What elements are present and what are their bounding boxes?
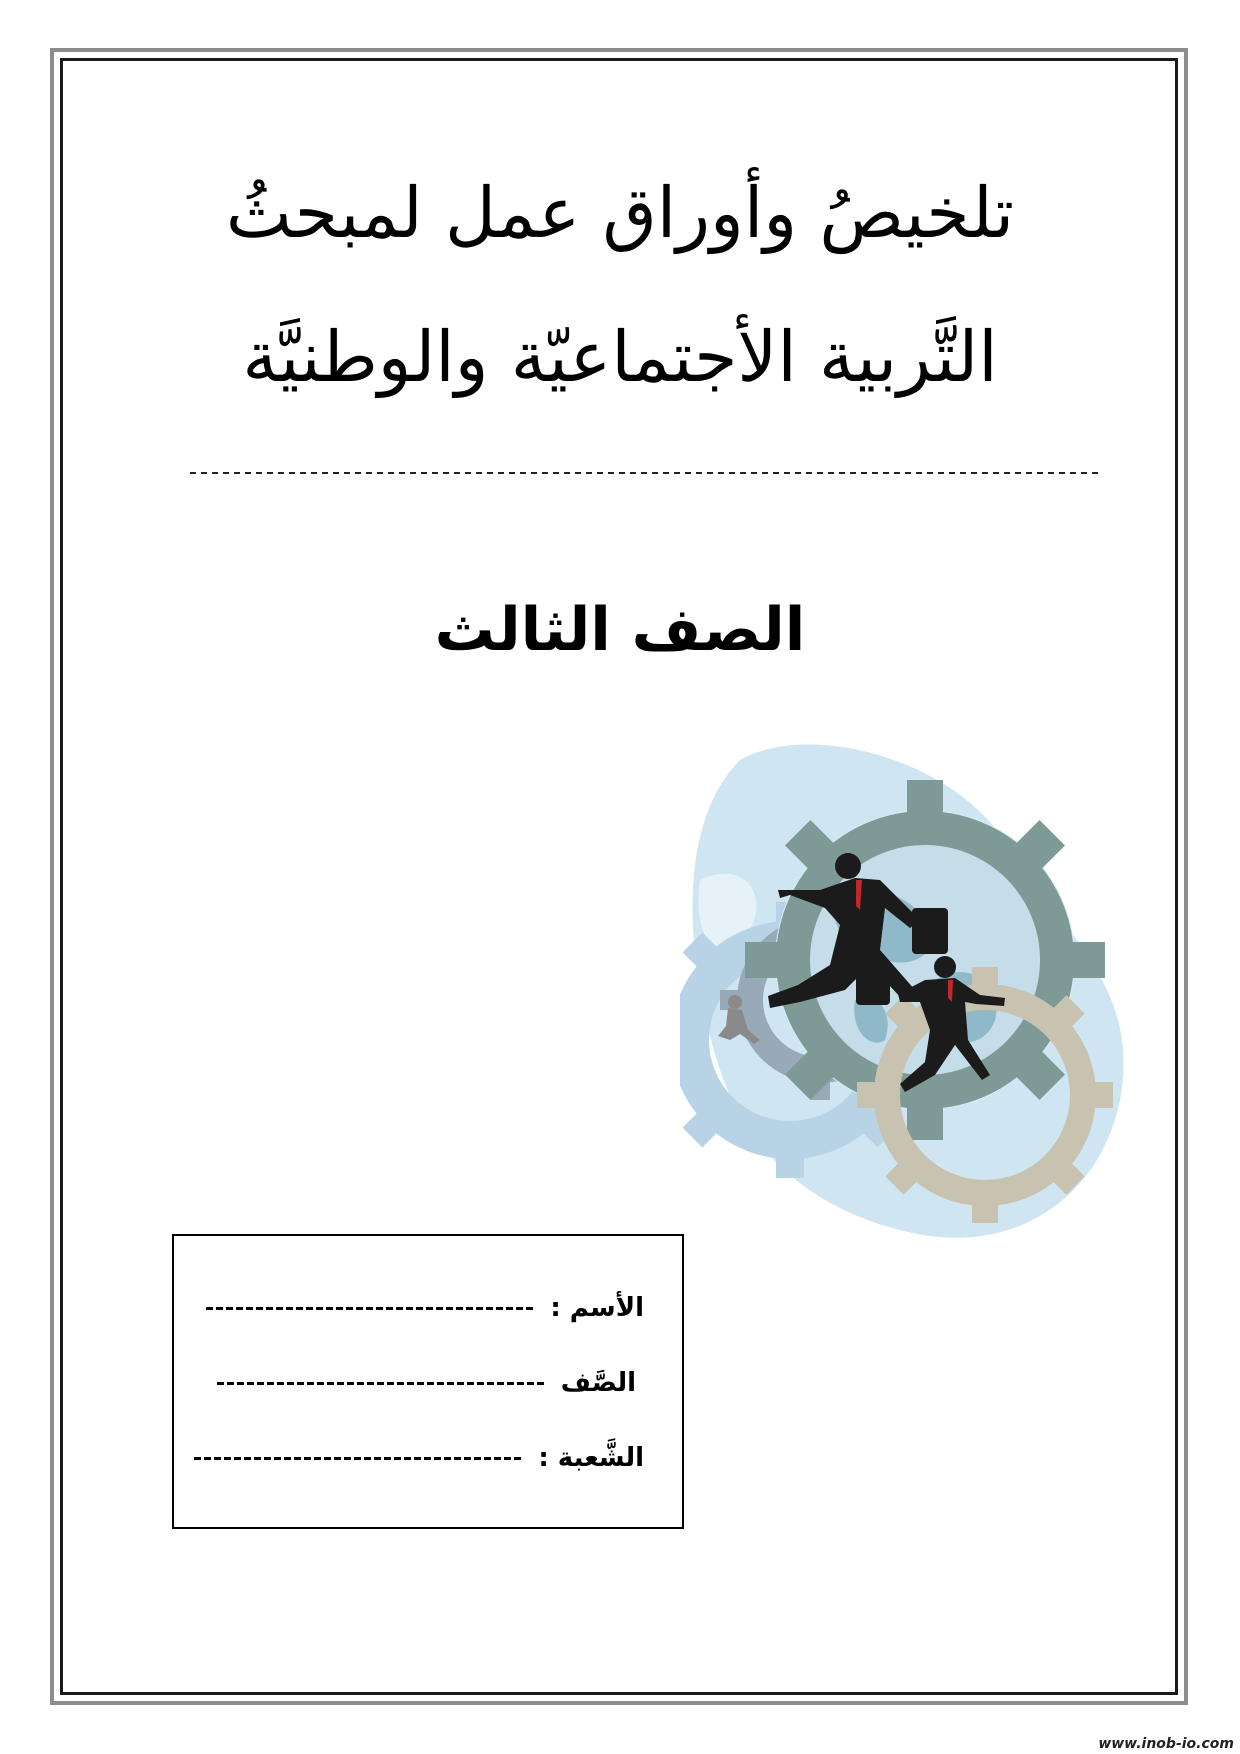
grade-heading: الصف الثالث bbox=[434, 595, 806, 665]
title-line-2: التَّربية الأجتماعيّة والوطنيَّة bbox=[242, 316, 998, 398]
section-label: الشَّعبة : bbox=[538, 1443, 644, 1473]
section-blank bbox=[194, 1457, 524, 1460]
class-label: الصَّف bbox=[560, 1368, 636, 1398]
title-line-1: تلخيصُ وأوراق عمل لمبحثُ bbox=[225, 172, 1015, 254]
section-field bbox=[194, 1443, 644, 1473]
class-blank bbox=[217, 1382, 547, 1385]
footer-url: www.inob-io.com bbox=[1098, 1736, 1234, 1752]
class-field bbox=[217, 1368, 636, 1398]
dashed-separator bbox=[190, 472, 1102, 474]
name-label: الأسم : bbox=[550, 1293, 644, 1323]
business-gears-illustration bbox=[680, 740, 1160, 1260]
name-field bbox=[206, 1293, 644, 1323]
name-blank bbox=[206, 1307, 536, 1310]
student-info-box bbox=[172, 1234, 684, 1529]
